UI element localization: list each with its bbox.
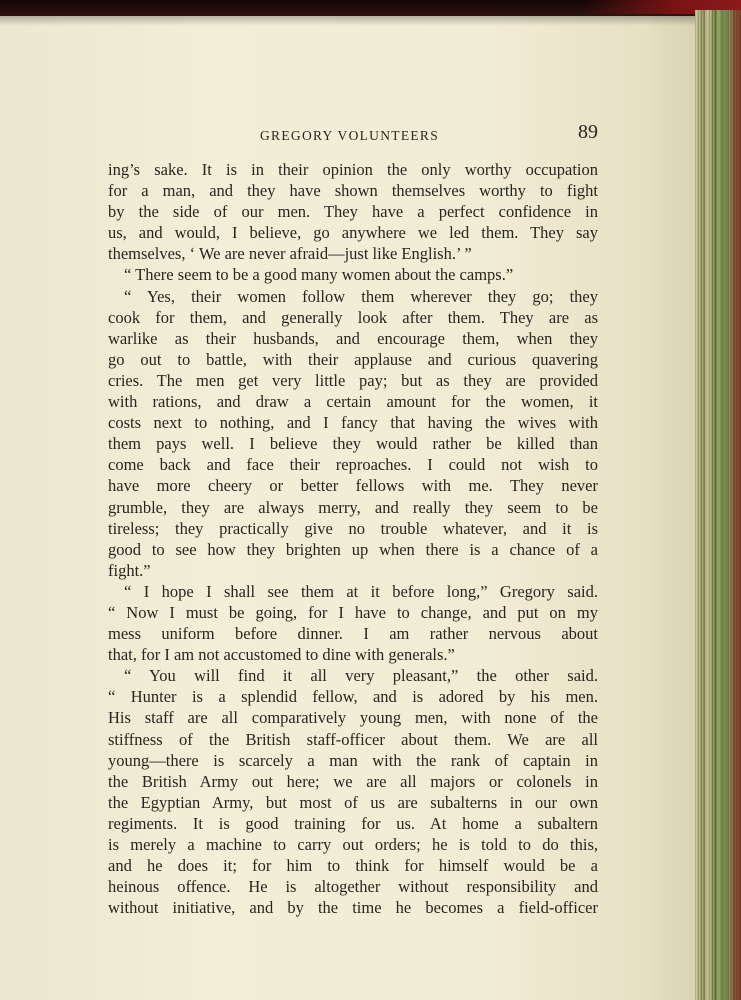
running-header bbox=[108, 119, 598, 151]
text-line: come back and face their reproaches. I could not wish to bbox=[108, 455, 598, 475]
page-number: 89 bbox=[578, 121, 598, 143]
text-line: cook for them, and generally look after them. They are as bbox=[108, 307, 598, 327]
text-line: grumble, they are always merry, and really they seem to be bbox=[108, 497, 598, 517]
text-line: the Egyptian Army, but most of us are subalterns in our own bbox=[108, 792, 598, 812]
text-line: ing’s sake. It is in their opinion the only worthy occupation bbox=[108, 160, 598, 179]
text-line: His staff are all comparatively young men, with none of the bbox=[108, 708, 598, 728]
text-line: without initiative, and by the time he becomes a field-officer bbox=[108, 898, 598, 918]
text-line: that, for I am not accustomed to dine with generals.” bbox=[108, 645, 455, 665]
text-line: “ There seem to be a good many women about the camps.” bbox=[124, 265, 514, 285]
text-line: “ Now I must be going, for I have to change, and put on my bbox=[108, 602, 598, 622]
text-line: warlike as their husbands, and encourage them, when they bbox=[108, 328, 598, 348]
text-line: themselves, ‘ We are never afraid—just like English.’ ” bbox=[108, 244, 472, 264]
text-line: “ You will find it all very pleasant,” the other said. bbox=[124, 666, 598, 686]
text-line: “ Hunter is a splendid fellow, and is adored by his men. bbox=[108, 687, 598, 707]
running-title: GREGORY VOLUNTEERS bbox=[260, 128, 440, 143]
text-line: is merely a machine to carry out orders; he is told to do this, bbox=[108, 835, 598, 854]
text-line: young—there is scarcely a man with the rank of captain in bbox=[108, 750, 598, 770]
text-line: costs next to nothing, and I fancy that having the wives with bbox=[108, 413, 598, 433]
text-line: go out to battle, with their applause and curious quavering bbox=[108, 349, 598, 369]
cover-edge-right bbox=[728, 10, 741, 1000]
text-line: regiments. It is good training for us. At home a subaltern bbox=[108, 813, 598, 833]
text-line: stiffness of the British staff-officer about them. We are all bbox=[108, 729, 598, 749]
text-line: “ I hope I shall see them at it before long,” Gregory said. bbox=[124, 581, 598, 601]
text-line: good to see how they brighten up when there is a chance of a bbox=[108, 539, 598, 559]
page-top-shadow bbox=[0, 16, 700, 26]
text-line: have more cheery or better fellows with me. They never bbox=[108, 476, 598, 496]
text-line: tireless; they practically give no trouble whatever, and it is bbox=[108, 518, 598, 538]
text-line: and he does it; for him to think for himself would be a bbox=[108, 856, 598, 876]
text-line: them pays well. I believe they would rather be killed than bbox=[108, 434, 598, 454]
text-line: heinous offence. He is altogether without responsibility and bbox=[108, 877, 598, 897]
text-line: cries. The men get very little pay; but as they are provided bbox=[108, 370, 598, 390]
text-line: us, and would, I believe, go anywhere we led them. They say bbox=[108, 223, 598, 243]
text-line: the British Army out here; we are all majors or colonels in bbox=[108, 771, 598, 791]
text-line: with rations, and draw a certain amount for the women, it bbox=[108, 392, 598, 412]
text-line: for a man, and they have shown themselves worthy to fight bbox=[108, 181, 598, 201]
text-line: “ Yes, their women follow them wherever they go; they bbox=[124, 286, 598, 306]
body-text bbox=[108, 159, 598, 918]
text-line: mess uniform before dinner. I am rather nervous about bbox=[108, 624, 598, 644]
text-line: fight.” bbox=[108, 560, 151, 580]
text-line: by the side of our men. They have a perfect confidence in bbox=[108, 202, 598, 222]
